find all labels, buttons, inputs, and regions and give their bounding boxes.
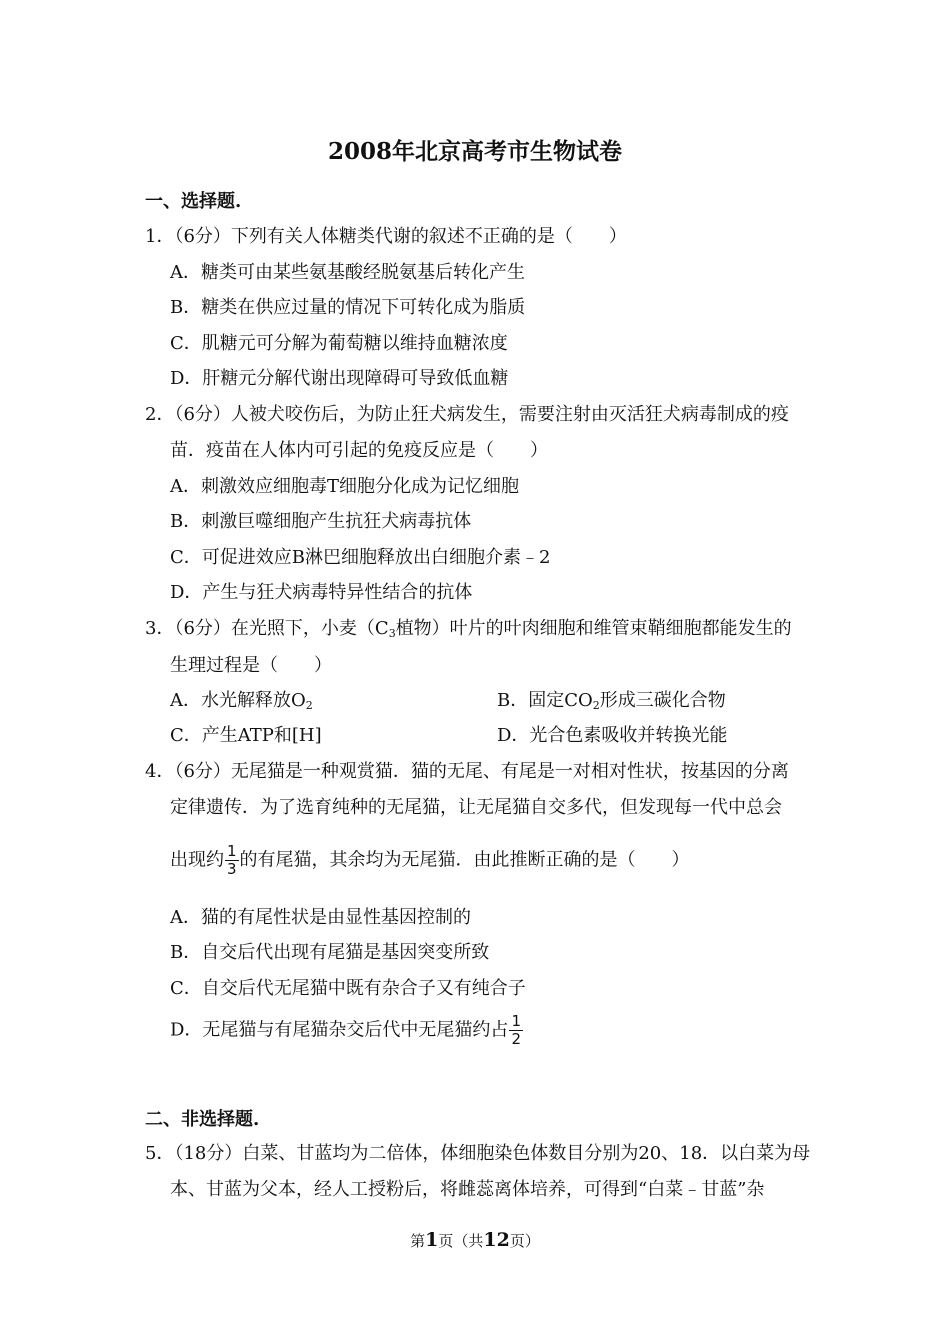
fraction xyxy=(509,1013,523,1048)
question-4-stem-line2: 定律遗传．为了选育纯种的无尾猫，让无尾猫自交多代，但发现每一代中总会 xyxy=(170,797,782,818)
question-2-option-c: C．可促进效应B淋巴细胞释放出白细胞介素﹣2 xyxy=(170,547,551,568)
question-3-stem-line2: 生理过程是（ ） xyxy=(170,655,332,676)
question-5-stem-line2: 本、甘蓝为父本，经人工授粉后，将雌蕊离体培养，可得到“白菜﹣甘蓝”杂 xyxy=(170,1179,765,1200)
question-3-stem-text: 3．（6分）在光照下，小麦（C xyxy=(145,618,389,639)
question-4-option-d xyxy=(170,1013,524,1048)
question-4-option-c: C．自交后代无尾猫中既有杂合子又有纯合子 xyxy=(170,978,526,999)
question-1-option-d: D．肝糖元分解代谢出现障碍可导致低血糖 xyxy=(170,368,509,389)
subscript: 2 xyxy=(592,699,600,712)
option-text: A．水光解释放O xyxy=(170,690,306,711)
option-text: D．无尾猫与有尾猫杂交后代中无尾猫约占 xyxy=(170,1019,509,1041)
option-text: 形成三碳化合物 xyxy=(599,690,726,711)
question-4-option-a: A．猫的有尾性状是由显性基因控制的 xyxy=(170,907,471,928)
question-2-option-b: B．刺激巨噬细胞产生抗狂犬病毒抗体 xyxy=(170,511,472,532)
page-title: 2008年北京高考市生物试卷 xyxy=(327,138,622,165)
page-number: 1 xyxy=(425,1229,439,1251)
option-text: B．固定CO xyxy=(497,690,593,711)
question-1-stem: 1．（6分）下列有关人体糖类代谢的叙述不正确的是（ ） xyxy=(145,226,627,247)
question-4-stem-line1: 4．（6分）无尾猫是一种观赏猫．猫的无尾、有尾是一对相对性状，按基因的分离 xyxy=(145,761,789,782)
question-3-stem-text: 植物）叶片的叶肉细胞和维管束鞘细胞都能发生的 xyxy=(395,618,792,639)
fraction-numerator: 1 xyxy=(227,842,237,860)
footer-text: 页） xyxy=(509,1232,540,1250)
section-heading-nonchoice: 二、非选择题. xyxy=(145,1109,260,1130)
subscript: 2 xyxy=(305,699,313,712)
question-2-option-d: D．产生与狂犬病毒特异性结合的抗体 xyxy=(170,582,473,603)
question-3-stem-line1 xyxy=(145,614,792,640)
footer-text: 第 xyxy=(410,1232,426,1250)
fraction-denominator: 3 xyxy=(227,860,237,878)
fraction-numerator: 1 xyxy=(511,1012,521,1030)
question-2-stem-line1: 2．（6分）人被犬咬伤后，为防止狂犬病发生，需要注射由灭活狂犬病毒制成的疫 xyxy=(145,404,789,425)
question-1-option-b: B．糖类在供应过量的情况下可转化成为脂质 xyxy=(170,297,526,318)
total-pages: 12 xyxy=(483,1229,510,1251)
question-2-option-a: A．刺激效应细胞毒T细胞分化成为记忆细胞 xyxy=(170,476,520,497)
footer-text: 页（共 xyxy=(438,1232,484,1250)
question-4-stem-line3 xyxy=(170,843,690,878)
question-3-option-d: D．光合色素吸收并转换光能 xyxy=(497,725,728,746)
question-5-stem-line1: 5．（18分）白菜、甘蓝均为二倍体，体细胞染色体数目分别为20、18．以白菜为母 xyxy=(145,1143,811,1164)
question-3-option-c: C．产生ATP和[H] xyxy=(170,725,322,746)
page-footer xyxy=(0,1229,950,1251)
subscript: 3 xyxy=(388,627,396,640)
question-4-stem-text: 的有尾猫，其余均为无尾猫．由此推断正确的是（ ） xyxy=(239,849,690,871)
question-1-option-c: C．肌糖元可分解为葡萄糖以维持血糖浓度 xyxy=(170,333,508,354)
question-3-option-b xyxy=(497,686,726,712)
section-heading-choice: 一、选择题. xyxy=(145,191,242,212)
question-1-option-a: A．糖类可由某些氨基酸经脱氨基后转化产生 xyxy=(170,262,525,283)
question-2-stem-line2: 苗．疫苗在人体内可引起的免疫反应是（ ） xyxy=(170,440,548,461)
question-4-stem-text: 出现约 xyxy=(170,849,224,871)
fraction-denominator: 2 xyxy=(511,1030,521,1048)
question-3-option-a xyxy=(170,686,313,712)
fraction xyxy=(225,843,239,878)
question-4-option-b: B．自交后代出现有尾猫是基因突变所致 xyxy=(170,942,490,963)
